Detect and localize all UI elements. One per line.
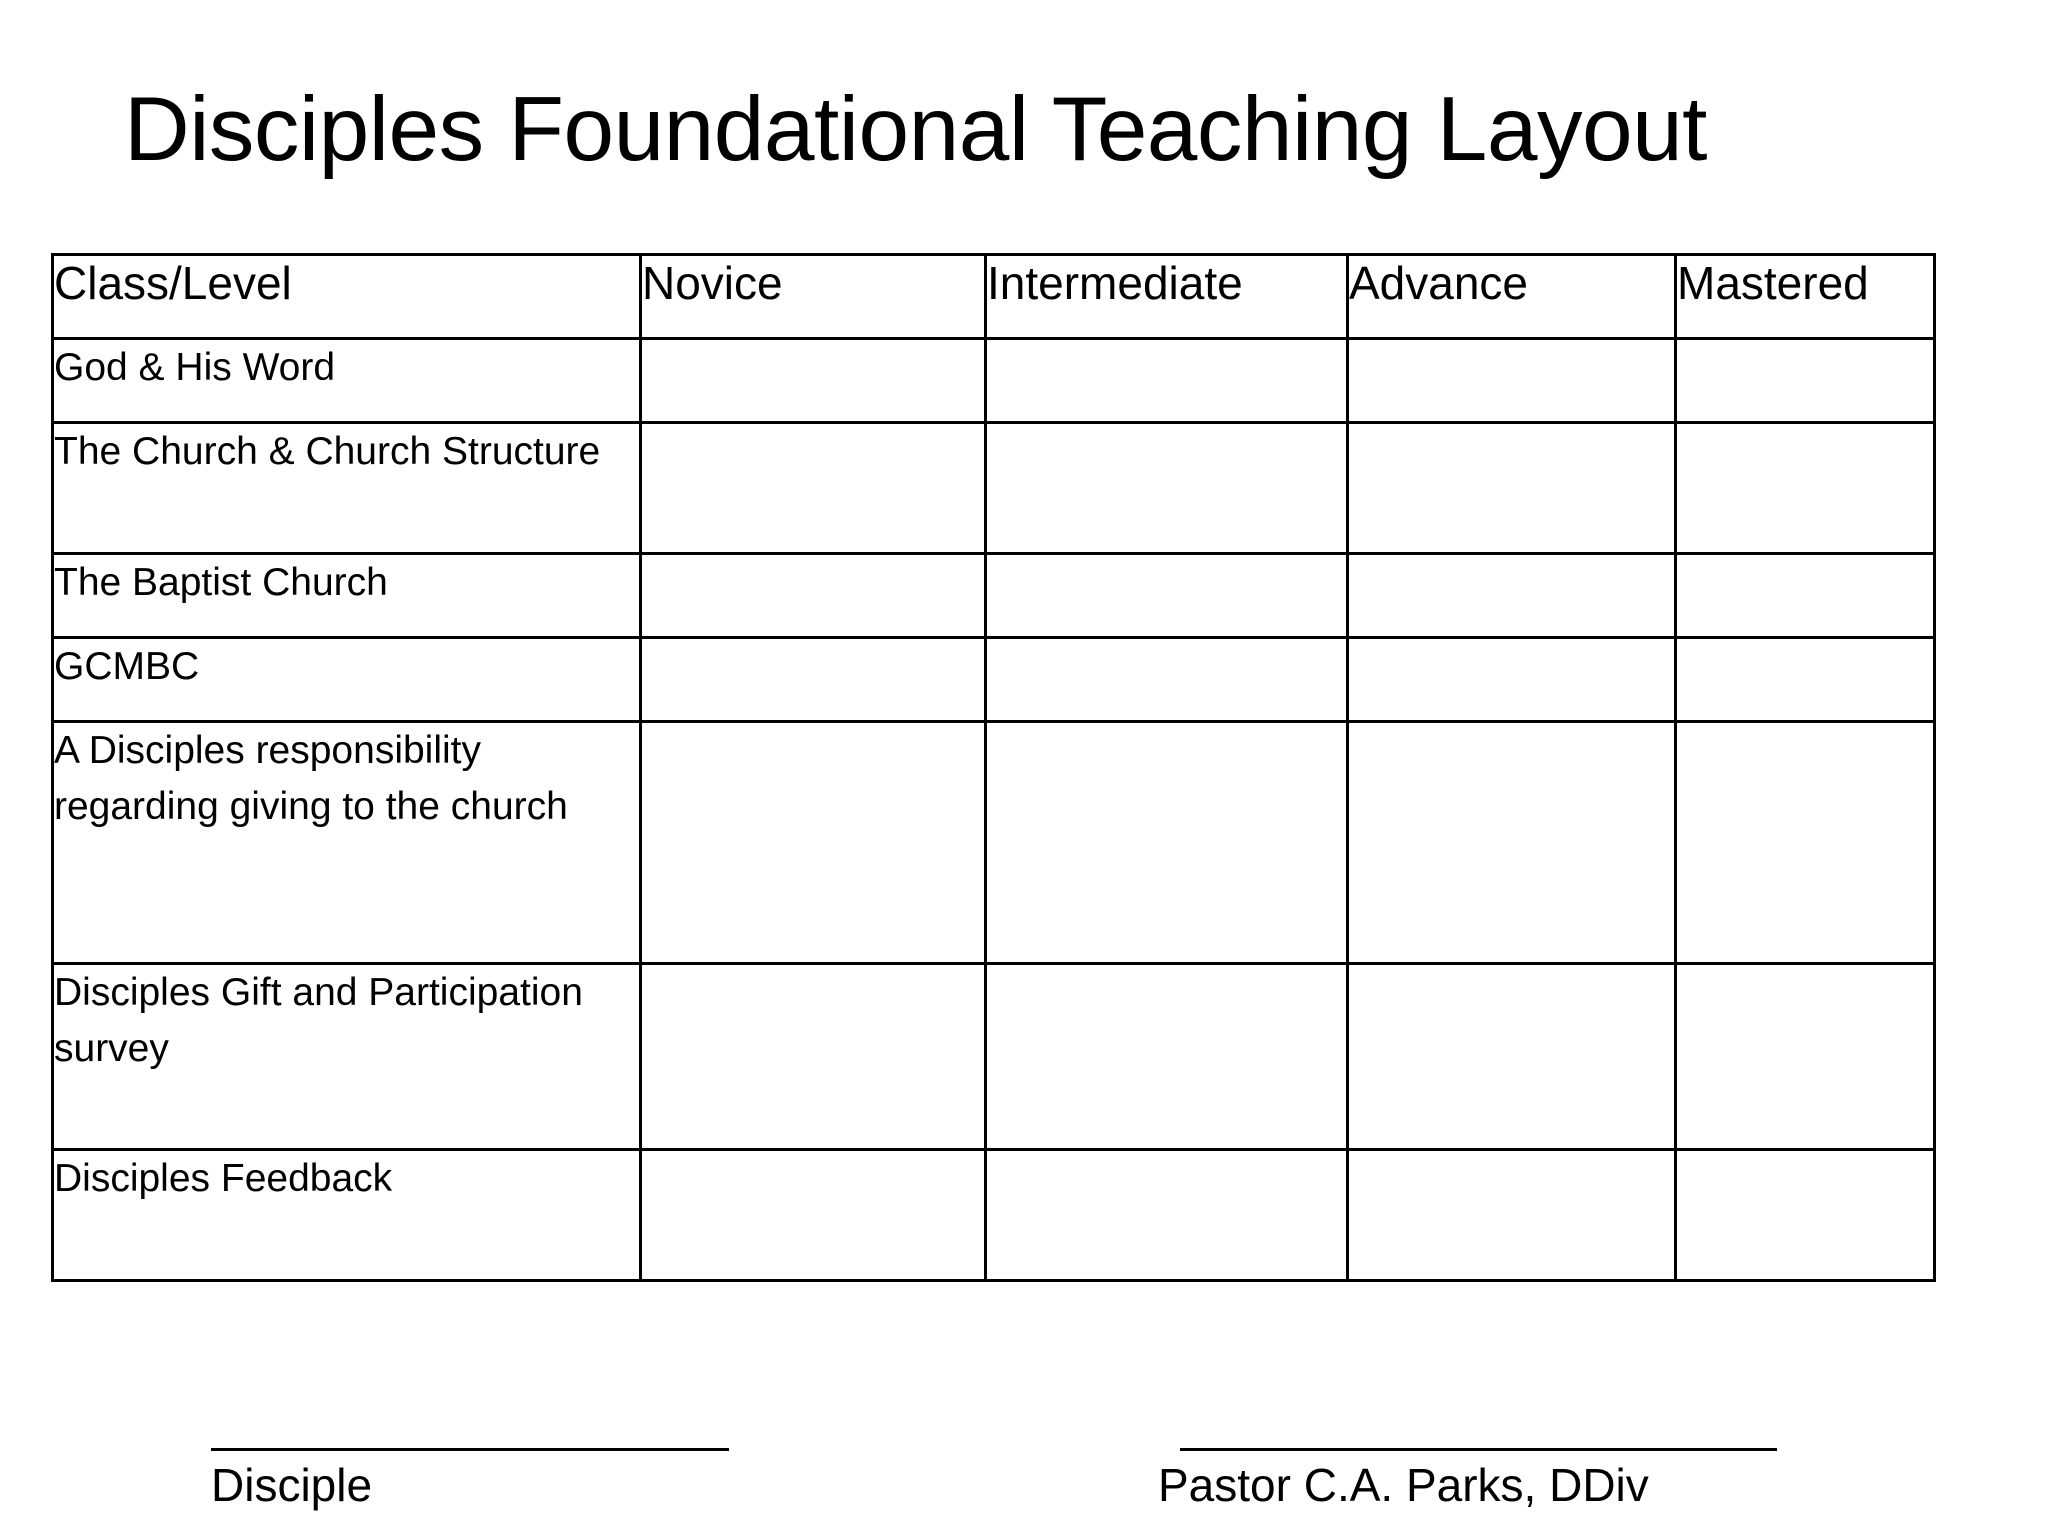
intermediate-cell: [986, 423, 1348, 554]
row-label: Disciples Feedback: [53, 1150, 641, 1281]
novice-cell: [641, 722, 986, 964]
table-header-row: [53, 255, 1935, 339]
mastered-cell: [1676, 964, 1935, 1150]
novice-cell: [641, 423, 986, 554]
row-label: GCMBC: [53, 638, 641, 722]
column-header-mastered: Mastered: [1676, 255, 1935, 339]
row-label: A Disciples responsibility regarding giving to the church: [53, 722, 641, 964]
page-title: Disciples Foundational Teaching Layout: [124, 79, 1707, 180]
advance-cell: [1348, 339, 1676, 423]
mastered-cell: [1676, 339, 1935, 423]
row-label: The Church & Church Structure: [53, 423, 641, 554]
novice-cell: [641, 638, 986, 722]
mastered-cell: [1676, 1150, 1935, 1281]
row-label: Disciples Gift and Participation survey: [53, 964, 641, 1150]
novice-cell: [641, 554, 986, 638]
table-row: [53, 554, 1935, 638]
table-row: [53, 964, 1935, 1150]
intermediate-cell: [986, 339, 1348, 423]
column-header-intermediate: Intermediate: [986, 255, 1348, 339]
novice-cell: [641, 1150, 986, 1281]
intermediate-cell: [986, 554, 1348, 638]
intermediate-cell: [986, 964, 1348, 1150]
advance-cell: [1348, 423, 1676, 554]
table-row: [53, 638, 1935, 722]
advance-cell: [1348, 722, 1676, 964]
mastered-cell: [1676, 554, 1935, 638]
advance-cell: [1348, 554, 1676, 638]
disciple-signature-line: [211, 1448, 729, 1451]
table-row: [53, 1150, 1935, 1281]
advance-cell: [1348, 1150, 1676, 1281]
disciple-signature-label: Disciple: [211, 1459, 373, 1511]
intermediate-cell: [986, 638, 1348, 722]
column-header-novice: Novice: [641, 255, 986, 339]
advance-cell: [1348, 638, 1676, 722]
pastor-signature-line: [1180, 1448, 1777, 1451]
novice-cell: [641, 339, 986, 423]
mastered-cell: [1676, 423, 1935, 554]
intermediate-cell: [986, 722, 1348, 964]
row-label: God & His Word: [53, 339, 641, 423]
column-header-class-level: Class/Level: [53, 255, 641, 339]
advance-cell: [1348, 964, 1676, 1150]
table-row: [53, 339, 1935, 423]
table-row: [53, 722, 1935, 964]
row-label: The Baptist Church: [53, 554, 641, 638]
column-header-advance: Advance: [1348, 255, 1676, 339]
novice-cell: [641, 964, 986, 1150]
table-row: [53, 423, 1935, 554]
intermediate-cell: [986, 1150, 1348, 1281]
mastered-cell: [1676, 638, 1935, 722]
mastered-cell: [1676, 722, 1935, 964]
teaching-layout-table: [51, 253, 1936, 1282]
pastor-signature-label: Pastor C.A. Parks, DDiv: [1158, 1459, 1649, 1511]
